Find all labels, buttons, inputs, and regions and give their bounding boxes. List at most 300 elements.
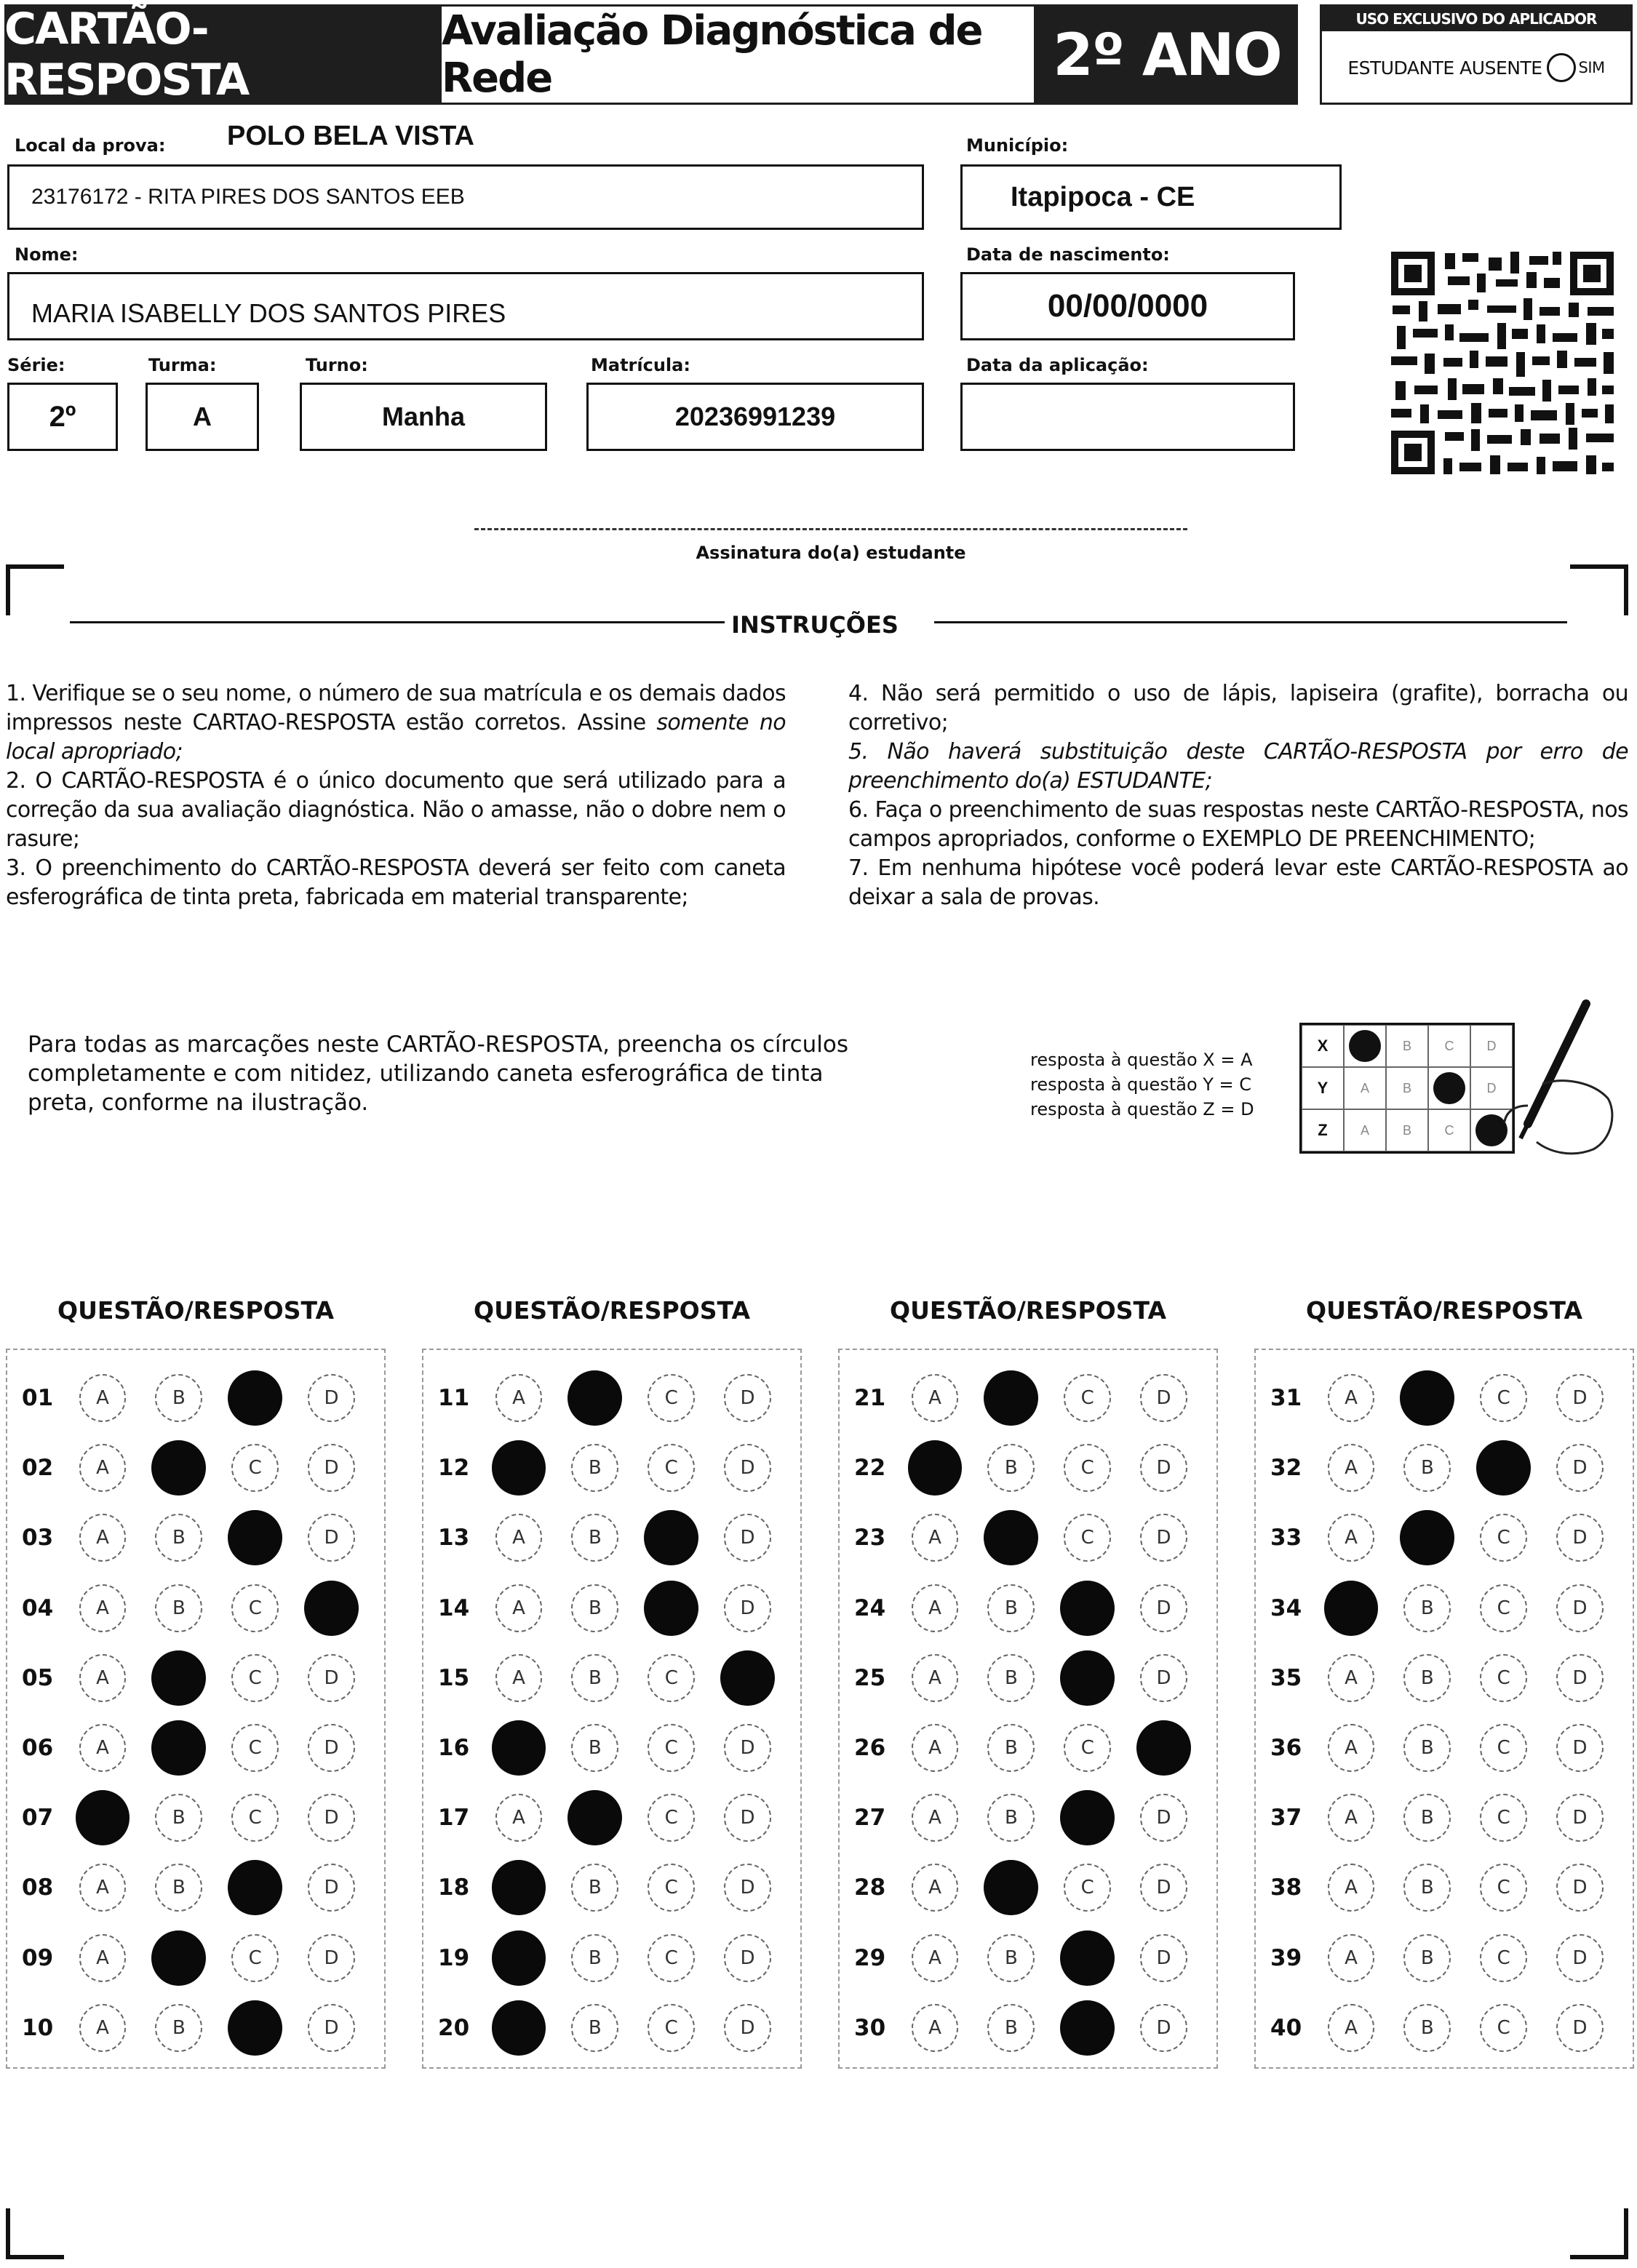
answer-bubble[interactable]: B — [1403, 1794, 1451, 1842]
answer-bubble-filled[interactable] — [492, 1860, 546, 1915]
answer-row — [423, 1433, 800, 1503]
turno-field: Manha — [300, 383, 547, 451]
applicator-box-title: USO EXCLUSIVO DO APLICADOR — [1322, 7, 1630, 31]
question-number: 05 — [22, 1664, 54, 1691]
answer-bubble-filled[interactable] — [984, 1860, 1038, 1915]
answer-row — [423, 1573, 800, 1643]
answer-bubble[interactable]: D — [724, 1444, 771, 1492]
answer-bubble[interactable]: A — [912, 1934, 959, 1982]
example-question-label: X — [1302, 1025, 1344, 1067]
answer-bubble[interactable]: B — [571, 1934, 618, 1982]
answer-bubble-filled[interactable] — [151, 1650, 206, 1706]
corner-mark-top-right — [1570, 564, 1628, 615]
question-number: 30 — [854, 2014, 886, 2041]
answer-bubble[interactable]: C — [648, 1444, 695, 1492]
answer-bubble[interactable]: A — [912, 1374, 959, 1422]
answer-bubble[interactable]: A — [912, 1794, 959, 1842]
instruction-item-3: 3. O preenchimento do CARTÃO-RESPOSTA deverá ser feito com caneta esferográfica de tinta preta, fabricada em material transparente; — [6, 855, 786, 910]
answer-row — [840, 1993, 1216, 2063]
answer-bubble[interactable]: A — [1328, 1654, 1375, 1702]
municipio-label: Município: — [966, 135, 1069, 156]
answer-bubble[interactable]: C — [1064, 1514, 1111, 1562]
answer-bubble[interactable]: B — [987, 1584, 1035, 1632]
question-number: 03 — [22, 1525, 54, 1552]
question-number: 31 — [1270, 1385, 1302, 1411]
answer-bubble[interactable]: C — [231, 1444, 279, 1492]
answer-bubble[interactable]: B — [571, 1514, 618, 1562]
answer-row — [1256, 1433, 1633, 1503]
answer-bubble[interactable]: C — [1480, 1934, 1527, 1982]
answer-bubble[interactable]: D — [724, 1864, 771, 1912]
answer-row — [7, 1783, 384, 1853]
answer-bubble[interactable]: B — [155, 1374, 202, 1422]
example-bubble: D — [1470, 1025, 1513, 1067]
answer-bubble[interactable]: B — [1403, 1444, 1451, 1492]
answer-bubble[interactable]: A — [1328, 1374, 1375, 1422]
answer-bubble[interactable]: D — [1140, 2004, 1187, 2052]
answer-bubble[interactable]: C — [1480, 1654, 1527, 1702]
example-bubble: B — [1386, 1067, 1428, 1109]
answer-bubble[interactable]: C — [1480, 1794, 1527, 1842]
question-number: 13 — [438, 1525, 470, 1552]
answer-row — [423, 1643, 800, 1713]
answer-bubble[interactable]: B — [1403, 1934, 1451, 1982]
answer-bubble[interactable]: A — [495, 1374, 543, 1422]
question-number: 32 — [1270, 1455, 1302, 1482]
answer-bubble[interactable]: B — [1403, 1864, 1451, 1912]
question-number: 38 — [1270, 1874, 1302, 1901]
answer-bubble[interactable]: A — [79, 1444, 127, 1492]
answer-bubble[interactable]: D — [308, 2004, 355, 2052]
answer-bubble[interactable]: B — [571, 1584, 618, 1632]
turno-label: Turno: — [306, 355, 368, 375]
answer-bubble-filled[interactable] — [492, 1930, 546, 1986]
answer-row — [840, 1923, 1216, 1993]
corner-mark-bottom-right — [1570, 2208, 1628, 2259]
question-number: 40 — [1270, 2014, 1302, 2041]
answer-bubble[interactable]: D — [1556, 1724, 1604, 1772]
answer-bubble[interactable]: B — [987, 1724, 1035, 1772]
answer-bubble-filled[interactable] — [1060, 1790, 1115, 1845]
answer-bubble[interactable]: A — [79, 1654, 127, 1702]
answer-bubble[interactable]: D — [308, 1514, 355, 1562]
question-number: 01 — [22, 1385, 54, 1411]
answer-bubble[interactable]: A — [1328, 1444, 1375, 1492]
answer-bubble[interactable]: C — [231, 1794, 279, 1842]
answer-bubble[interactable]: A — [1328, 1794, 1375, 1842]
answer-bubble-filled[interactable] — [492, 1440, 546, 1496]
answer-bubble[interactable]: D — [308, 1374, 355, 1422]
answer-bubble[interactable]: C — [648, 1654, 695, 1702]
answer-bubble[interactable]: B — [1403, 1584, 1451, 1632]
answer-bubble-filled[interactable] — [567, 1370, 622, 1426]
answer-row — [7, 1363, 384, 1433]
answer-bubble-filled[interactable] — [908, 1440, 963, 1496]
turma-label: Turma: — [148, 355, 217, 375]
municipio-field: Itapipoca - CE — [960, 164, 1342, 230]
answer-bubble[interactable]: D — [724, 1374, 771, 1422]
answer-bubble-filled[interactable] — [984, 1370, 1038, 1426]
instruction-item-5: 5. Não haverá substituição deste CARTÃO-RESPOSTA por erro de preenchimento do(a) ESTUDANTE; — [848, 739, 1628, 794]
answer-bubble[interactable]: B — [1403, 1654, 1451, 1702]
question-number: 27 — [854, 1805, 886, 1832]
answer-bubble-filled[interactable] — [228, 1510, 282, 1565]
absent-field — [1322, 31, 1630, 104]
answer-bubble[interactable]: C — [1064, 1864, 1111, 1912]
example-bubble: C — [1428, 1109, 1470, 1151]
answer-column — [6, 1349, 386, 2069]
local-value: POLO BELA VISTA — [227, 121, 474, 151]
example-question-label: Y — [1302, 1067, 1344, 1109]
instruction-item-6: 6. Faça o preenchimento de suas respostas neste CARTÃO-RESPOSTA, nos campos apropriados, conforme o EXEMPLO DE PREENCHIMENTO; — [848, 797, 1628, 852]
answer-bubble-filled[interactable] — [567, 1790, 622, 1845]
answer-bubble[interactable]: B — [571, 1444, 618, 1492]
applicator-box — [1320, 4, 1633, 105]
absent-label: ESTUDANTE AUSENTE — [1347, 57, 1542, 79]
answer-row — [1256, 1363, 1633, 1433]
answer-bubble[interactable]: A — [79, 1584, 127, 1632]
answer-bubble-filled[interactable] — [1060, 1650, 1115, 1706]
answer-bubble[interactable]: B — [987, 1654, 1035, 1702]
answer-row — [7, 1853, 384, 1922]
answer-bubble[interactable]: A — [1328, 2004, 1375, 2052]
answer-bubble[interactable]: C — [648, 1934, 695, 1982]
answer-bubble[interactable]: B — [987, 1444, 1035, 1492]
answer-bubble[interactable]: A — [1328, 1934, 1375, 1982]
answer-bubble[interactable]: A — [912, 1864, 959, 1912]
question-number: 12 — [438, 1455, 470, 1482]
answer-column-title: QUESTÃO/RESPOSTA — [474, 1296, 750, 1325]
question-number: 24 — [854, 1594, 886, 1621]
example-line-z: resposta à questão Z = D — [1030, 1099, 1254, 1119]
answer-bubble-filled[interactable] — [1400, 1510, 1454, 1565]
example-question-label: Z — [1302, 1109, 1344, 1151]
question-number: 37 — [1270, 1805, 1302, 1832]
question-number: 06 — [22, 1735, 54, 1761]
question-number: 07 — [22, 1805, 54, 1832]
question-number: 02 — [22, 1455, 54, 1482]
question-number: 20 — [438, 2014, 470, 2041]
answer-column — [838, 1349, 1218, 2069]
answer-bubble[interactable]: D — [724, 1724, 771, 1772]
answer-bubble[interactable]: A — [495, 1794, 543, 1842]
answer-bubble[interactable]: C — [648, 2004, 695, 2052]
answer-bubble[interactable]: D — [724, 1584, 771, 1632]
answer-bubble[interactable]: A — [79, 1724, 127, 1772]
answer-row — [1256, 1783, 1633, 1853]
answer-bubble[interactable]: B — [155, 1584, 202, 1632]
answer-bubble-filled[interactable] — [1476, 1440, 1531, 1496]
answer-bubble[interactable]: C — [231, 1584, 279, 1632]
answer-bubble[interactable]: C — [648, 1374, 695, 1422]
answer-bubble[interactable]: C — [1064, 1724, 1111, 1772]
answer-bubble-filled[interactable] — [644, 1581, 698, 1636]
qr-code — [1387, 247, 1618, 479]
question-number: 09 — [22, 1944, 54, 1971]
example-filled-bubble — [1344, 1025, 1386, 1067]
answer-bubble[interactable]: D — [724, 1794, 771, 1842]
answer-bubble[interactable]: A — [912, 2004, 959, 2052]
example-bubble: C — [1428, 1025, 1470, 1067]
question-number: 23 — [854, 1525, 886, 1552]
answer-row — [840, 1363, 1216, 1433]
example-text: Para todas as marcações neste CARTÃO-RESPOSTA, preencha os círculos completamente e com nitidez, utilizando caneta esferográfica de tinta preta, conforme na ilustração. — [28, 1031, 849, 1116]
answer-bubble[interactable]: D — [308, 1934, 355, 1982]
answer-bubble[interactable]: D — [724, 1514, 771, 1562]
answer-bubble[interactable]: D — [308, 1864, 355, 1912]
answer-row — [7, 1433, 384, 1503]
answer-bubble[interactable]: D — [1140, 1654, 1187, 1702]
answer-bubble[interactable]: C — [1480, 1584, 1527, 1632]
answer-bubble[interactable]: A — [495, 1584, 543, 1632]
answer-bubble[interactable]: C — [648, 1864, 695, 1912]
answer-bubble[interactable]: A — [79, 1374, 127, 1422]
question-number: 10 — [22, 2014, 54, 2041]
question-number: 29 — [854, 1944, 886, 1971]
answer-bubble[interactable]: D — [1140, 1514, 1187, 1562]
question-number: 21 — [854, 1385, 886, 1411]
turma-field: A — [146, 383, 259, 451]
answer-row — [840, 1503, 1216, 1573]
answer-bubble[interactable]: A — [495, 1654, 543, 1702]
answer-row — [7, 1503, 384, 1573]
answer-bubble[interactable]: D — [1140, 1374, 1187, 1422]
matricula-field: 20236991239 — [586, 383, 924, 451]
answer-bubble-filled[interactable] — [492, 2000, 546, 2056]
answer-row — [840, 1853, 1216, 1922]
answer-bubble[interactable]: C — [231, 1654, 279, 1702]
answer-bubble-filled[interactable] — [492, 1720, 546, 1776]
question-number: 39 — [1270, 1944, 1302, 1971]
example-filled-dot — [1433, 1072, 1465, 1104]
example-bubble: A — [1344, 1067, 1386, 1109]
answer-bubble[interactable]: C — [1480, 1514, 1527, 1562]
answer-bubble[interactable]: A — [1328, 1514, 1375, 1562]
answer-bubble[interactable]: B — [155, 1794, 202, 1842]
answer-bubble[interactable]: A — [79, 1934, 127, 1982]
question-number: 22 — [854, 1455, 886, 1482]
answer-row — [423, 1363, 800, 1433]
question-number: 19 — [438, 1944, 470, 1971]
answer-bubble[interactable]: D — [1556, 1584, 1604, 1632]
answer-bubble[interactable]: B — [571, 1724, 618, 1772]
question-number: 18 — [438, 1874, 470, 1901]
answer-bubble[interactable]: C — [648, 1794, 695, 1842]
answer-row — [7, 1923, 384, 1993]
absent-option-label: SIM — [1578, 59, 1605, 76]
answer-bubble[interactable]: A — [912, 1724, 959, 1772]
answer-bubble-filled[interactable] — [151, 1930, 206, 1986]
aplicacao-field[interactable] — [960, 383, 1295, 451]
instructions-divider-left — [70, 621, 725, 623]
example-line-y: resposta à questão Y = C — [1030, 1074, 1252, 1095]
serie-label: Série: — [7, 355, 65, 375]
answer-bubble[interactable]: C — [231, 1934, 279, 1982]
answer-bubble-filled[interactable] — [1060, 2000, 1115, 2056]
answer-bubble[interactable]: D — [1556, 1794, 1604, 1842]
answer-bubble[interactable]: A — [79, 2004, 127, 2052]
example-bubble: D — [1470, 1067, 1513, 1109]
answer-bubble[interactable]: D — [1556, 2004, 1604, 2052]
answer-row — [423, 1993, 800, 2063]
question-number: 16 — [438, 1735, 470, 1761]
answer-bubble[interactable]: D — [308, 1794, 355, 1842]
answer-bubble[interactable]: B — [987, 2004, 1035, 2052]
question-number: 25 — [854, 1664, 886, 1691]
answer-row — [7, 1573, 384, 1643]
question-number: 28 — [854, 1874, 886, 1901]
answer-bubble[interactable]: C — [648, 1724, 695, 1772]
answer-row — [7, 1713, 384, 1783]
instructions-title: INSTRUÇÕES — [731, 611, 899, 639]
answer-row — [840, 1433, 1216, 1503]
answer-bubble[interactable]: D — [1556, 1934, 1604, 1982]
answer-bubble[interactable]: D — [1556, 1444, 1604, 1492]
answer-bubble[interactable]: C — [231, 1724, 279, 1772]
question-number: 08 — [22, 1874, 54, 1901]
instructions-right-column — [848, 679, 1628, 912]
corner-mark-top-left — [6, 564, 64, 615]
answer-bubble[interactable]: C — [1480, 1864, 1527, 1912]
answer-row — [840, 1713, 1216, 1783]
answer-row — [840, 1573, 1216, 1643]
answer-bubble[interactable]: B — [571, 2004, 618, 2052]
answer-bubble-filled[interactable] — [1060, 1581, 1115, 1636]
answer-bubble[interactable]: B — [1403, 2004, 1451, 2052]
answer-bubble[interactable]: C — [1480, 1374, 1527, 1422]
answer-bubble[interactable]: D — [1140, 1444, 1187, 1492]
answer-row — [423, 1923, 800, 1993]
answer-bubble-filled[interactable] — [1136, 1720, 1191, 1776]
signature-line[interactable] — [474, 528, 1187, 530]
example-bubble: B — [1386, 1025, 1428, 1067]
evaluation-title: Avaliação Diagnóstica de Rede — [439, 4, 1036, 105]
answer-row — [423, 1783, 800, 1853]
answer-bubble-filled[interactable] — [644, 1510, 698, 1565]
question-number: 14 — [438, 1594, 470, 1621]
local-label: Local da prova: — [15, 135, 166, 156]
instructions-left-column — [6, 679, 786, 912]
answer-bubble[interactable]: B — [155, 1514, 202, 1562]
nascimento-label: Data de nascimento: — [966, 244, 1170, 265]
instructions-divider-right — [934, 621, 1567, 623]
question-number: 26 — [854, 1735, 886, 1761]
answer-bubble-filled[interactable] — [151, 1440, 206, 1496]
answer-row — [423, 1853, 800, 1922]
answer-bubble[interactable]: A — [495, 1514, 543, 1562]
question-number: 17 — [438, 1805, 470, 1832]
answer-row — [7, 1643, 384, 1713]
answer-bubble[interactable]: B — [987, 1934, 1035, 1982]
example-bubble: A — [1344, 1109, 1386, 1151]
answer-bubble[interactable]: D — [724, 1934, 771, 1982]
answer-bubble[interactable]: A — [1328, 1724, 1375, 1772]
answer-bubble[interactable]: C — [1064, 1374, 1111, 1422]
answer-bubble[interactable]: B — [571, 1864, 618, 1912]
answer-bubble-filled[interactable] — [228, 1860, 282, 1915]
answer-row — [1256, 1573, 1633, 1643]
example-grid — [1299, 1023, 1515, 1154]
answer-bubble-filled[interactable] — [1324, 1581, 1379, 1636]
answer-bubble[interactable]: B — [987, 1794, 1035, 1842]
answer-column-title: QUESTÃO/RESPOSTA — [57, 1296, 334, 1325]
answer-bubble[interactable]: D — [1556, 1514, 1604, 1562]
pen-icon — [1484, 997, 1622, 1164]
answer-bubble-filled[interactable] — [304, 1581, 359, 1636]
answer-row — [1256, 1853, 1633, 1922]
answer-bubble[interactable]: D — [308, 1654, 355, 1702]
answer-bubble[interactable]: D — [308, 1444, 355, 1492]
answer-bubble-filled[interactable] — [720, 1650, 775, 1706]
serie-field: 2º — [7, 383, 118, 451]
grade-title: 2º ANO — [1036, 4, 1298, 105]
answer-bubble[interactable]: D — [1140, 1934, 1187, 1982]
instruction-item-1: 1. Verifique se o seu nome, o número de sua matrícula e os demais dados impressos neste CARTAO-RESPOSTA estão corretos. Assine somente no local apropriado; — [6, 681, 786, 764]
school-field: 23176172 - RITA PIRES DOS SANTOS EEB — [7, 164, 924, 230]
answer-bubble-filled[interactable] — [76, 1790, 130, 1845]
signature-label: Assinatura do(a) estudante — [696, 543, 966, 563]
answer-bubble[interactable]: A — [912, 1514, 959, 1562]
corner-mark-bottom-left — [6, 2208, 64, 2259]
answer-bubble[interactable]: A — [79, 1864, 127, 1912]
answer-bubble[interactable]: A — [79, 1514, 127, 1562]
nascimento-field: 00/00/0000 — [960, 272, 1295, 340]
answer-bubble[interactable]: D — [1140, 1584, 1187, 1632]
answer-bubble[interactable]: C — [1064, 1444, 1111, 1492]
answer-bubble[interactable]: B — [571, 1654, 618, 1702]
instruction-item-4: 4. Não será permitido o uso de lápis, lapiseira (grafite), borracha ou corretivo; — [848, 681, 1628, 735]
question-number: 34 — [1270, 1594, 1302, 1621]
aplicacao-label: Data da aplicação: — [966, 355, 1149, 375]
card-title: CARTÃO-RESPOSTA — [4, 4, 439, 105]
answer-column-title: QUESTÃO/RESPOSTA — [1306, 1296, 1582, 1325]
answer-bubble[interactable]: D — [1556, 1864, 1604, 1912]
answer-column — [1254, 1349, 1634, 2069]
absent-checkbox[interactable] — [1547, 53, 1576, 82]
answer-bubble-filled[interactable] — [1400, 1370, 1454, 1426]
answer-bubble[interactable]: C — [1480, 2004, 1527, 2052]
answer-bubble[interactable]: D — [1140, 1794, 1187, 1842]
answer-column-title: QUESTÃO/RESPOSTA — [890, 1296, 1166, 1325]
answer-bubble[interactable]: B — [1403, 1724, 1451, 1772]
answer-bubble[interactable]: C — [1480, 1724, 1527, 1772]
answer-bubble[interactable]: D — [308, 1724, 355, 1772]
answer-bubble-filled[interactable] — [151, 1720, 206, 1776]
answer-bubble-filled[interactable] — [1060, 1930, 1115, 1986]
answer-row — [1256, 1993, 1633, 2063]
matricula-label: Matrícula: — [591, 355, 690, 375]
answer-bubble[interactable]: A — [912, 1654, 959, 1702]
answer-bubble[interactable]: B — [155, 2004, 202, 2052]
answer-bubble[interactable]: D — [724, 2004, 771, 2052]
example-legend — [1030, 1047, 1278, 1122]
instruction-item-7: 7. Em nenhuma hipótese você poderá levar este CARTÃO-RESPOSTA ao deixar a sala de provas. — [848, 855, 1628, 910]
answer-bubble[interactable]: A — [912, 1584, 959, 1632]
answer-bubble[interactable]: D — [1556, 1654, 1604, 1702]
answer-bubble-filled[interactable] — [228, 1370, 282, 1426]
answer-bubble[interactable]: B — [155, 1864, 202, 1912]
nome-field: MARIA ISABELLY DOS SANTOS PIRES — [7, 272, 924, 340]
answer-bubble[interactable]: D — [1140, 1864, 1187, 1912]
answer-bubble-filled[interactable] — [984, 1510, 1038, 1565]
example-filled-dot — [1349, 1030, 1381, 1062]
answer-bubble[interactable]: D — [1556, 1374, 1604, 1422]
answer-bubble[interactable]: A — [1328, 1864, 1375, 1912]
nome-label: Nome: — [15, 244, 79, 265]
question-number: 15 — [438, 1664, 470, 1691]
answer-bubble-filled[interactable] — [228, 2000, 282, 2056]
question-number: 04 — [22, 1594, 54, 1621]
